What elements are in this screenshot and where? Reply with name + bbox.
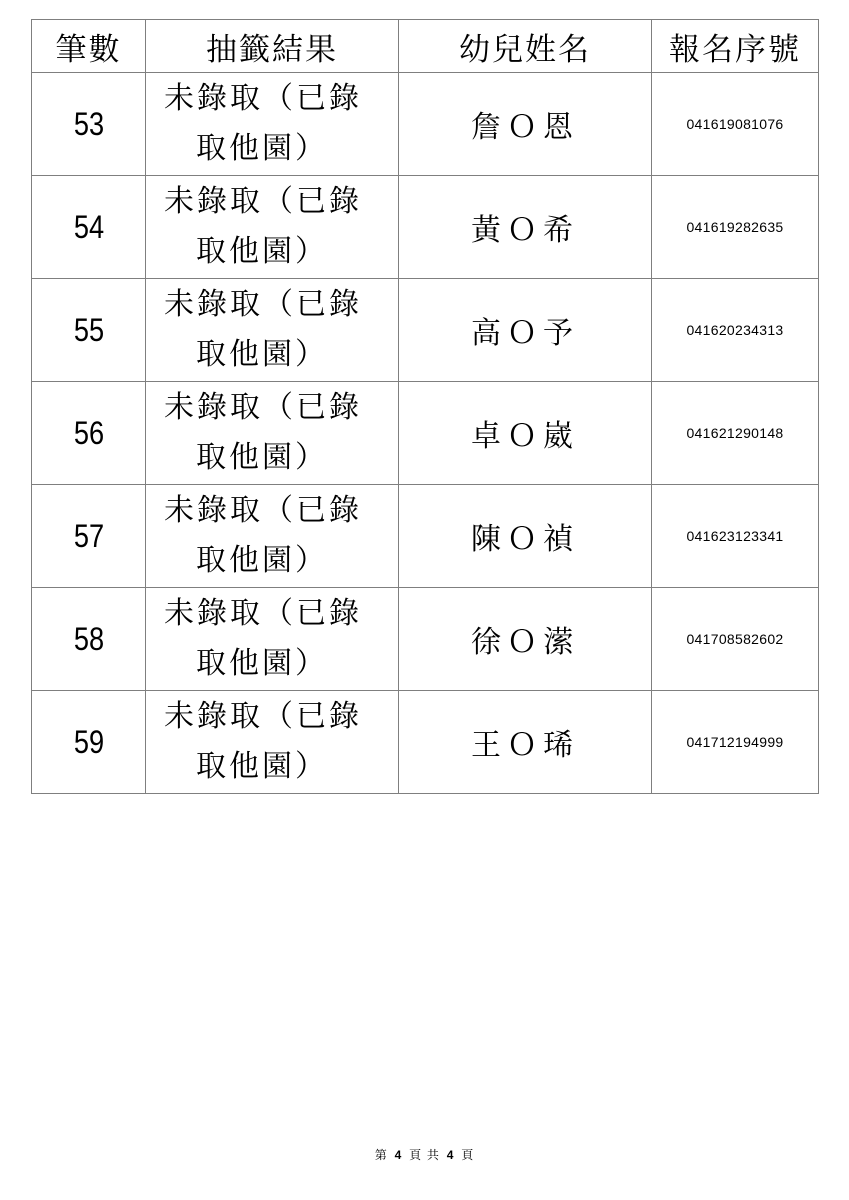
footer-middle: 頁 共 (409, 1148, 440, 1162)
header-result: 抽籤結果 (146, 20, 399, 73)
row-child-name: 黃Ｏ希 (399, 176, 652, 279)
lottery-results-table (31, 19, 819, 794)
row-result-line2: 取他園） (196, 749, 328, 784)
table-row (32, 691, 819, 794)
header-number: 筆數 (32, 20, 146, 73)
row-serial: 041708582602 (652, 588, 819, 691)
row-result (146, 279, 399, 382)
row-number: 56 (40, 382, 137, 485)
table-row (32, 588, 819, 691)
row-result-line1: 未錄取（已錄 (164, 184, 362, 219)
row-number: 57 (40, 485, 137, 588)
row-result-line1: 未錄取（已錄 (164, 390, 362, 425)
table-row (32, 176, 819, 279)
row-result (146, 73, 399, 176)
row-serial: 041623123341 (652, 485, 819, 588)
row-serial: 041712194999 (652, 691, 819, 794)
row-number: 58 (40, 588, 137, 691)
row-result-line2: 取他園） (196, 234, 328, 269)
footer-prefix: 第 (374, 1148, 388, 1162)
row-result-line1: 未錄取（已錄 (164, 699, 362, 734)
table-row (32, 279, 819, 382)
row-result (146, 691, 399, 794)
row-serial: 041619282635 (652, 176, 819, 279)
row-result-line1: 未錄取（已錄 (164, 287, 362, 322)
table-row (32, 485, 819, 588)
row-child-name: 高Ｏ予 (399, 279, 652, 382)
table-header-row (32, 20, 819, 73)
row-number: 55 (40, 279, 137, 382)
row-result (146, 382, 399, 485)
footer-current-page: 4 (394, 1148, 403, 1162)
footer-total-pages: 4 (446, 1148, 455, 1162)
table-row (32, 382, 819, 485)
row-serial: 041621290148 (652, 382, 819, 485)
row-child-name: 卓Ｏ崴 (399, 382, 652, 485)
page-footer (0, 1146, 849, 1163)
row-serial: 041620234313 (652, 279, 819, 382)
row-child-name: 陳Ｏ禎 (399, 485, 652, 588)
header-serial: 報名序號 (652, 20, 819, 73)
row-serial: 041619081076 (652, 73, 819, 176)
row-child-name: 王Ｏ琋 (399, 691, 652, 794)
row-result-line1: 未錄取（已錄 (164, 81, 362, 116)
row-result-line2: 取他園） (196, 440, 328, 475)
row-child-name: 詹Ｏ恩 (399, 73, 652, 176)
row-result (146, 588, 399, 691)
table-row (32, 73, 819, 176)
row-result (146, 176, 399, 279)
row-result (146, 485, 399, 588)
header-child-name: 幼兒姓名 (399, 20, 652, 73)
row-number: 53 (40, 73, 137, 176)
row-number: 54 (40, 176, 137, 279)
row-result-line2: 取他園） (196, 646, 328, 681)
row-result-line2: 取他園） (196, 131, 328, 166)
row-child-name: 徐Ｏ潆 (399, 588, 652, 691)
row-result-line1: 未錄取（已錄 (164, 596, 362, 631)
row-result-line2: 取他園） (196, 337, 328, 372)
footer-suffix: 頁 (461, 1148, 475, 1162)
row-number: 59 (40, 691, 137, 794)
row-result-line2: 取他園） (196, 543, 328, 578)
row-result-line1: 未錄取（已錄 (164, 493, 362, 528)
